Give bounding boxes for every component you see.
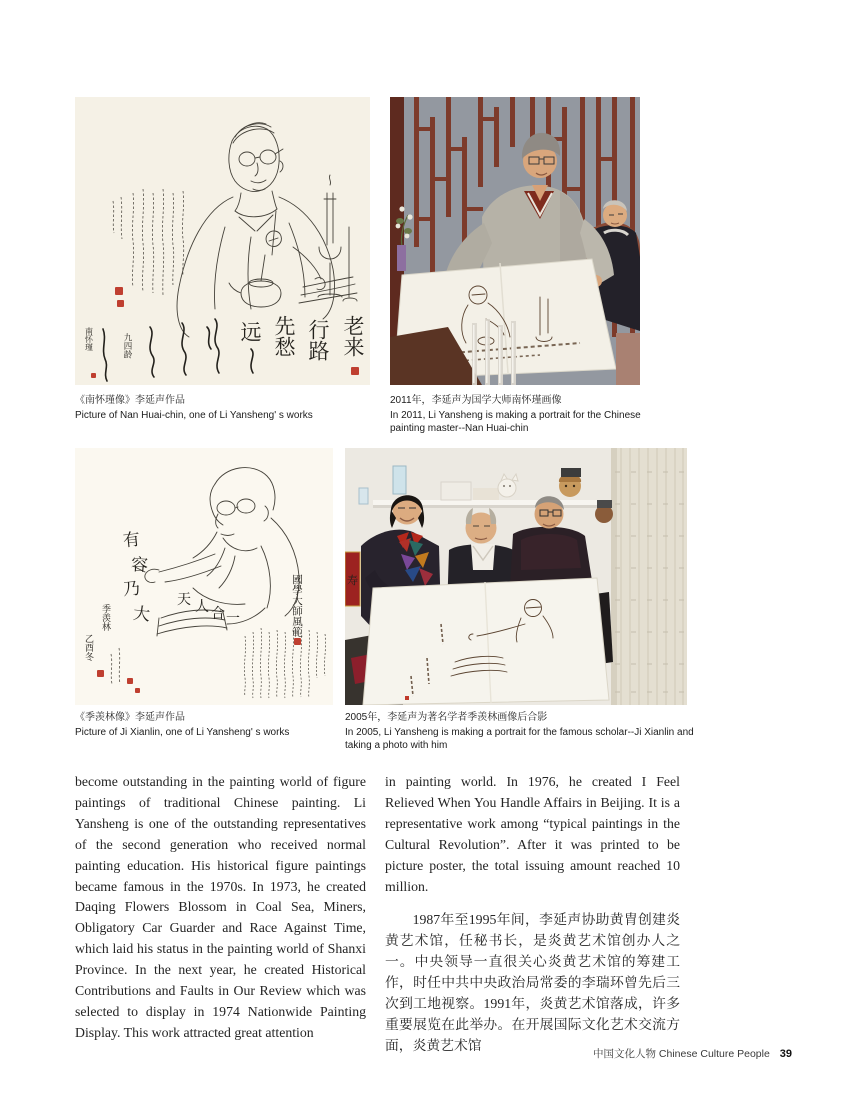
ink-drawing-nan-huaichin: [75, 97, 370, 385]
ink-drawing-ji-xianlin: [75, 448, 333, 705]
artwork-nan-huaichin: [75, 97, 370, 385]
caption-fig3: [75, 711, 375, 739]
photo-2005-image: [345, 448, 687, 705]
photo-2011-image: [390, 97, 640, 385]
date-note: 乙酉冬: [83, 634, 93, 661]
curtain: [611, 448, 687, 705]
calligraphy-char: 有: [122, 529, 142, 552]
page-footer: [400, 1046, 792, 1061]
journal-name-cn: 中国文化人物: [593, 1048, 656, 1060]
calligraphy-char: 天: [177, 592, 191, 608]
caption-cn: 2005年，李延声为著名学者季羡林画像后合影: [345, 712, 548, 723]
caption-cn: 《季羡林像》李延声作品: [75, 712, 185, 723]
caption-en: In 2011, Li Yansheng is making a portrait for the Chinese painting master--Nan Huai-chin: [390, 409, 641, 434]
calligraphy-char: 人: [195, 599, 209, 615]
caption-cn: 2011年，李延声为国学大师南怀瑾画像: [390, 395, 562, 406]
stuffed-lion: [559, 468, 581, 497]
body-column-right: [385, 772, 680, 1057]
caption-en: Picture of Nan Huai-chin, one of Li Yansheng' s works: [75, 409, 313, 421]
photo-2011: [390, 97, 640, 385]
caption-en: Picture of Ji Xianlin, one of Li Yansheng' s works: [75, 726, 290, 738]
caption-fig1: [75, 394, 375, 422]
longevity-plaque: [345, 552, 360, 606]
caption-fig2: [390, 394, 652, 436]
title-column: 國學大師風範: [291, 574, 303, 637]
photo-2005: [345, 448, 687, 705]
calligraphy-char: 合: [211, 606, 225, 622]
calligraphy-char: 容: [130, 554, 149, 577]
body-paragraph-en: in painting world. In 1976, he created I Feel Relieved When You Handle Affairs in Beijing. It is a representative work among “typical paintings in the Cultural Revolution”. After it was printed to be picture poster, the total issuing amount reached 10 million.: [385, 774, 680, 894]
calligraphy-char: 乃: [122, 578, 141, 601]
body-paragraph-en: become outstanding in the painting world of figure paintings of traditional Chinese painting. Li Yansheng is one of the outstanding representatives of the second generation who received normal painting education. His historical figure paintings became famous in the 1970s. In 1973, he created Daqing Flowers Blossom in Coal Sea, Miners, Obligatory Car Guarder and Race Against Time, which laid his status in the painting world of Shanxi Province. In the next year, he created Historical Contributions and Faults in Our Review which was selected to display in 1974 Nationwide Painting Display. This work attracted great attention: [75, 774, 366, 1040]
calligraphy-column: 行路: [306, 319, 330, 361]
artist-signature: 季羡林: [100, 604, 110, 631]
caption-fig4: [345, 711, 697, 753]
stuffed-bear: [595, 500, 613, 523]
caption-cn: 《南怀瑾像》李延声作品: [75, 395, 185, 406]
body-paragraph-cn: 1987年至1995年间，李延声协助黄胄创建炎黄艺术馆，任秘书长，是炎黄艺术馆创办人之一。中央领导一直很关心炎黄艺术馆的筹建工作，时任中共中央政治局常委的李瑞环曾先后三次到工地视察。1991年，炎黄艺术馆落成，许多重要展览在此举办。在开展国际文化艺术交流方面，炎黄艺术馆: [385, 912, 680, 1053]
age-note: 九四龄: [122, 333, 132, 359]
held-drawing: [363, 578, 609, 705]
calligraphy-char: 大: [131, 603, 151, 626]
artwork-ji-xianlin: [75, 448, 333, 705]
caption-en: In 2005, Li Yansheng is making a portrait for the famous scholar--Ji Xianlin and taking a photo with him: [345, 726, 694, 751]
calligraphy-column: 老来: [341, 315, 365, 357]
journal-name-en: Chinese Culture People: [658, 1048, 770, 1060]
calligraphy-column: 先愁: [272, 315, 296, 357]
body-column-left: [75, 772, 366, 1044]
calligraphy-char: 一: [226, 611, 240, 627]
plaque-char: 寿: [347, 574, 358, 587]
artist-signature: 南怀瑾: [84, 327, 94, 351]
calligraphy-column: 远: [238, 321, 262, 342]
page-number: 39: [779, 1048, 792, 1060]
